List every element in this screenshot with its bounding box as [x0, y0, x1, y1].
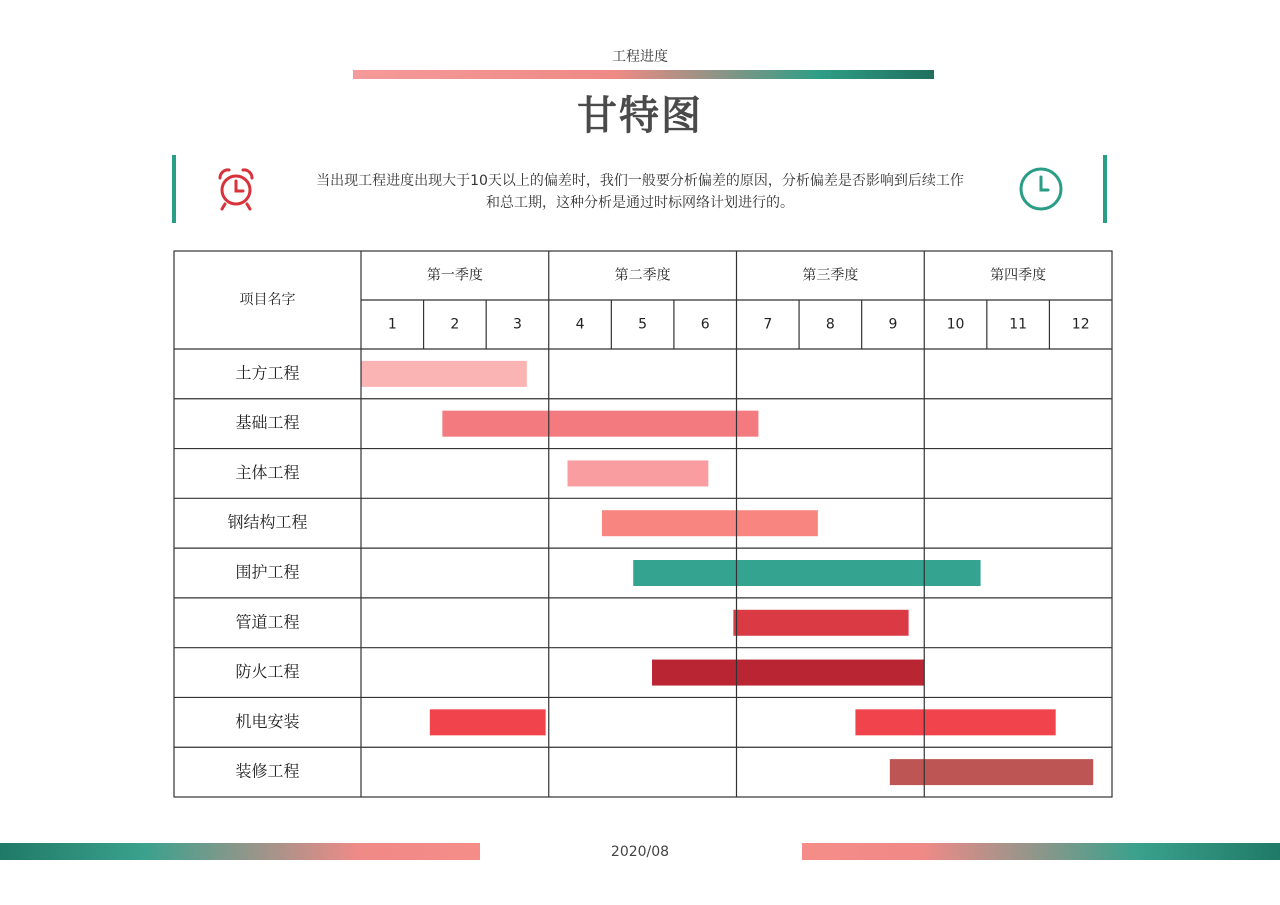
- task-name: 围护工程: [235, 562, 300, 582]
- task-name: 管道工程: [235, 612, 300, 632]
- quarter-label: 第四季度: [990, 267, 1047, 284]
- task-name: 土方工程: [235, 363, 300, 383]
- gantt-bars: [361, 361, 1093, 785]
- month-label: 10: [946, 316, 965, 333]
- quarter-label: 第二季度: [614, 267, 671, 284]
- month-label: 4: [575, 316, 585, 333]
- task-name: 防火工程: [235, 662, 300, 682]
- gantt-bar-5: [633, 560, 980, 586]
- task-name: 主体工程: [235, 462, 300, 482]
- month-label: 7: [763, 316, 773, 333]
- page-title: 甘特图: [577, 93, 703, 139]
- footer-date: 2020/08: [610, 844, 670, 860]
- row-header-label: 项目名字: [239, 292, 296, 308]
- page-subtitle: 工程进度: [612, 49, 668, 65]
- intro-text: 当出现工程进度出现大于10天以上的偏差时，我们一般要分析偏差的原因，分析偏差是否影响到后续工作和总工期，这种分析是通过时标网络计划进行的。: [316, 173, 964, 211]
- month-label: 12: [1071, 316, 1090, 333]
- task-name: 基础工程: [235, 413, 300, 433]
- task-name: 装修工程: [235, 761, 300, 781]
- quarter-label: 第三季度: [802, 267, 859, 284]
- month-label: 9: [888, 316, 898, 333]
- gantt-bar-7: [652, 660, 924, 686]
- gantt-bar-1: [361, 361, 527, 387]
- gantt-bar-6: [733, 610, 908, 636]
- gantt-bar-3: [568, 460, 709, 486]
- gantt-bar-8: [430, 709, 546, 735]
- month-label: 2: [450, 316, 460, 333]
- month-label: 8: [825, 316, 835, 333]
- gantt-bar-2: [442, 411, 758, 437]
- month-label: 11: [1009, 316, 1028, 333]
- month-label: 5: [638, 316, 648, 333]
- task-name: 钢结构工程: [227, 512, 308, 532]
- month-label: 1: [387, 316, 397, 333]
- gantt-bar-4: [602, 510, 818, 536]
- month-label: 6: [700, 316, 710, 333]
- gantt-bar-9: [890, 759, 1093, 785]
- gantt-bar-8-b: [855, 709, 1055, 735]
- month-label: 3: [512, 316, 522, 333]
- task-name: 机电安装: [235, 711, 300, 731]
- quarter-label: 第一季度: [426, 267, 483, 284]
